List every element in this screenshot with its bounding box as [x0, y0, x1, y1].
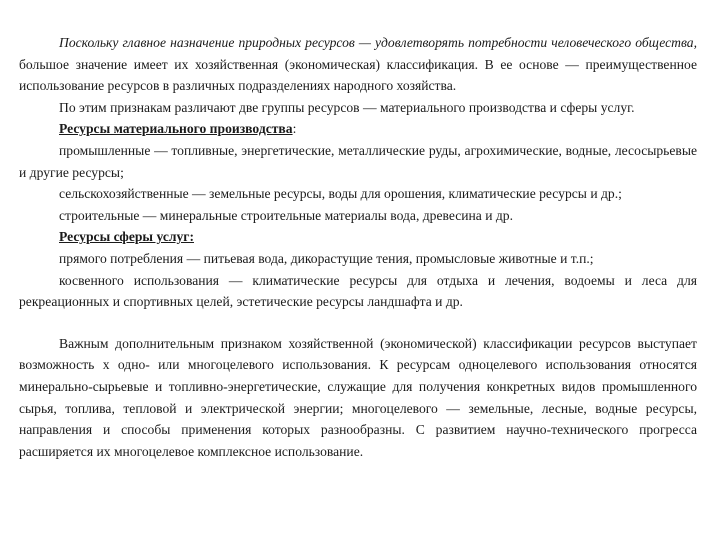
services-heading: Ресурсы сферы услуг: — [59, 229, 194, 245]
multipurpose-paragraph: Важным дополнительным признаком хозяйственной (экономической) классификации ресурсов выступает возможность х одно- или многоцелевого использования. К ресурсам одноцелевого использования относятся минерально-сырьевые и топливно-энергетические, служащие для получения конкретных видов промышленного сырья, топлива, тепловой и электрической энергии; многоцелевого — земельные, лесные, водные ресурсы, направления и способы применения которых разнообразны. С развитием научно-технического прогресса расширяется их многоцелевое комплексное использование. — [19, 335, 697, 459]
classification-block — [19, 32, 697, 313]
material-production-heading-line — [19, 118, 697, 140]
groups-paragraph: По этим признакам различают две группы ресурсов — материального производства и сферы услуг. — [59, 99, 635, 115]
construction-resources-item: строительные — минеральные строительные материалы вода, древесина и др. — [59, 207, 514, 223]
material-production-heading: Ресурсы материального производства — [59, 121, 293, 137]
intro-italic-text: Поскольку главное назначение природных ресурсов — удовлетворять потребности человеческого общества, — [59, 35, 697, 50]
multipurpose-block — [19, 333, 697, 463]
heading-colon: : — [292, 121, 297, 137]
services-heading-line — [19, 226, 697, 248]
intro-rest-text: большое значение имеет их хозяйственная (экономическая) классификация. В ее основе — преимущественное использование ресурсов в различных подразделениях народного хозяйства. — [19, 56, 697, 94]
direct-consumption-item: прямого потребления — питьевая вода, дикорастущие тения, промысловые животные и т.п.; — [59, 250, 594, 266]
industrial-resources-item: промышленные — топливные, энергетические, металлические руды, агрохимические, водные, лесосырьевые и другие ресурсы; — [19, 142, 697, 180]
intro-paragraph — [19, 32, 697, 97]
agricultural-resources-item: сельскохозяйственные — земельные ресурсы, воды для орошения, климатические ресурсы и др.; — [59, 186, 622, 202]
indirect-use-item: косвенного использования — климатические ресурсы для отдыха и лечения, водоемы и леса для рекреационных и спортивных целей, эстетические ресурсы ландшафта и др. — [19, 272, 697, 310]
document-page — [19, 32, 697, 462]
